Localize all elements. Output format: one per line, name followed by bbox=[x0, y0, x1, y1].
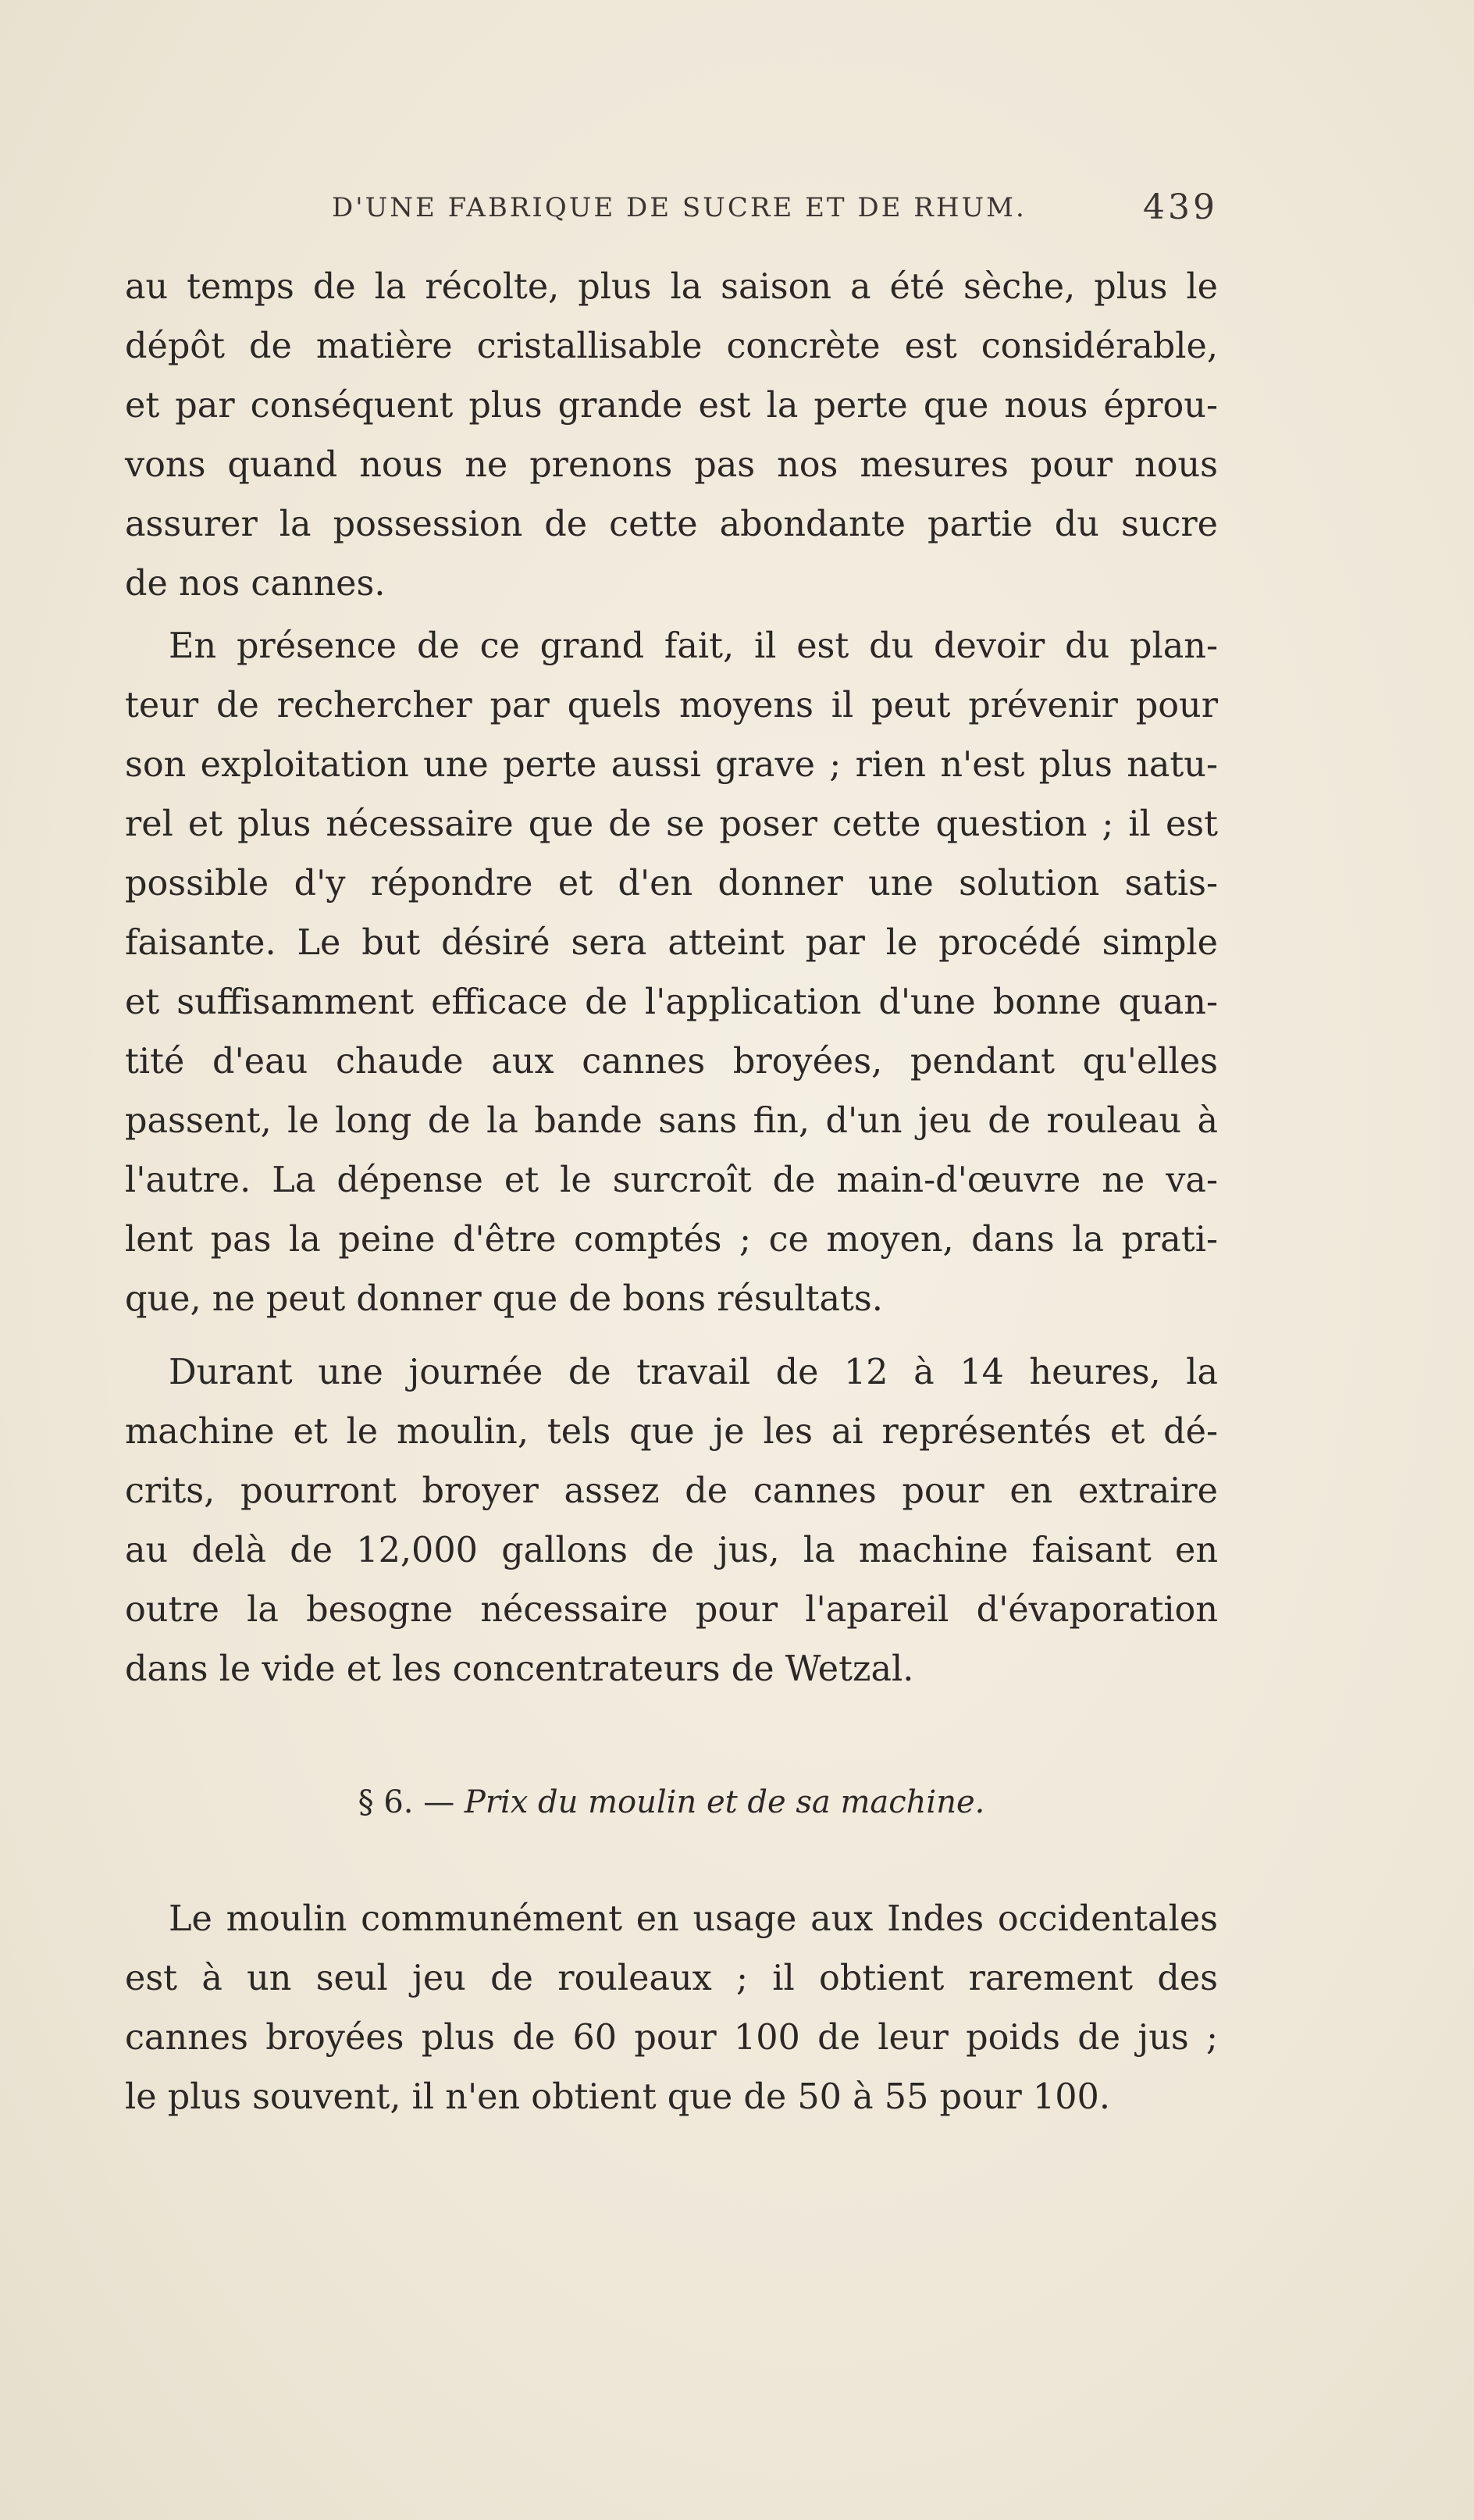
section-heading bbox=[125, 1784, 1218, 1820]
text-line: assurer la possession de cette abondante partie du sucre bbox=[125, 504, 1218, 544]
text-line: de nos cannes. bbox=[125, 564, 386, 604]
text-line: son exploitation une perte aussi grave ; rien n'est plus natu- bbox=[125, 745, 1218, 785]
text-line: et par conséquent plus grande est la perte que nous éprou- bbox=[125, 386, 1218, 426]
section-number: § 6. — bbox=[358, 1784, 455, 1820]
paragraph-4 bbox=[125, 1890, 1218, 2127]
text-line: faisante. Le but désiré sera atteint par le procédé simple bbox=[125, 923, 1218, 963]
text-line: rel et plus nécessaire que de se poser cette question ; il est bbox=[125, 804, 1218, 844]
text-line: Le moulin communément en usage aux Indes occidentales bbox=[169, 1899, 1218, 1939]
text-line: l'autre. La dépense et le surcroît de main-d'œuvre ne va- bbox=[125, 1160, 1218, 1200]
text-line: crits, pourront broyer assez de cannes pour en extraire bbox=[125, 1471, 1218, 1511]
paragraph-3 bbox=[125, 1343, 1218, 1699]
text-line: tité d'eau chaude aux cannes broyées, pendant qu'elles bbox=[125, 1042, 1218, 1082]
text-line: possible d'y répondre et d'en donner une solution satis- bbox=[125, 864, 1218, 904]
paragraph-1 bbox=[125, 258, 1218, 614]
text-line: En présence de ce grand fait, il est du devoir du plan- bbox=[169, 626, 1218, 666]
text-line: au temps de la récolte, plus la saison a été sèche, plus le bbox=[125, 267, 1218, 307]
text-line: dépôt de matière cristallisable concrète est considérable, bbox=[125, 326, 1218, 366]
section-title: Prix du moulin et de sa machine. bbox=[464, 1784, 985, 1820]
text-line: passent, le long de la bande sans fin, d'un jeu de rouleau à bbox=[125, 1101, 1218, 1141]
text-line: vons quand nous ne prenons pas nos mesures pour nous bbox=[125, 445, 1218, 485]
text-line: outre la besogne nécessaire pour l'apareil d'évaporation bbox=[125, 1590, 1218, 1630]
paragraph-2 bbox=[125, 617, 1218, 1329]
running-head bbox=[125, 187, 1218, 242]
running-head-title: D'UNE FABRIQUE DE SUCRE ET DE RHUM. bbox=[332, 192, 1027, 223]
text-line: et suffisamment efficace de l'application d'une bonne quan- bbox=[125, 982, 1218, 1022]
text-line: est à un seul jeu de rouleaux ; il obtient rarement des bbox=[125, 1959, 1218, 1998]
text-line: teur de rechercher par quels moyens il peut prévenir pour bbox=[125, 686, 1218, 725]
text-line: machine et le moulin, tels que je les ai représentés et dé- bbox=[125, 1412, 1218, 1452]
text-line: cannes broyées plus de 60 pour 100 de leur poids de jus ; bbox=[125, 2018, 1218, 2058]
page-number: 439 bbox=[1143, 187, 1218, 227]
text-line: lent pas la peine d'être comptés ; ce moyen, dans la prati- bbox=[125, 1220, 1218, 1260]
text-line: Durant une journée de travail de 12 à 14 heures, la bbox=[169, 1353, 1218, 1392]
text-line: le plus souvent, il n'en obtient que de 50 à 55 pour 100. bbox=[125, 2077, 1110, 2117]
text-line: au delà de 12,000 gallons de jus, la machine faisant en bbox=[125, 1531, 1218, 1570]
text-line: que, ne peut donner que de bons résultats. bbox=[125, 1279, 883, 1319]
text-line: dans le vide et les concentrateurs de Wetzal. bbox=[125, 1649, 914, 1689]
